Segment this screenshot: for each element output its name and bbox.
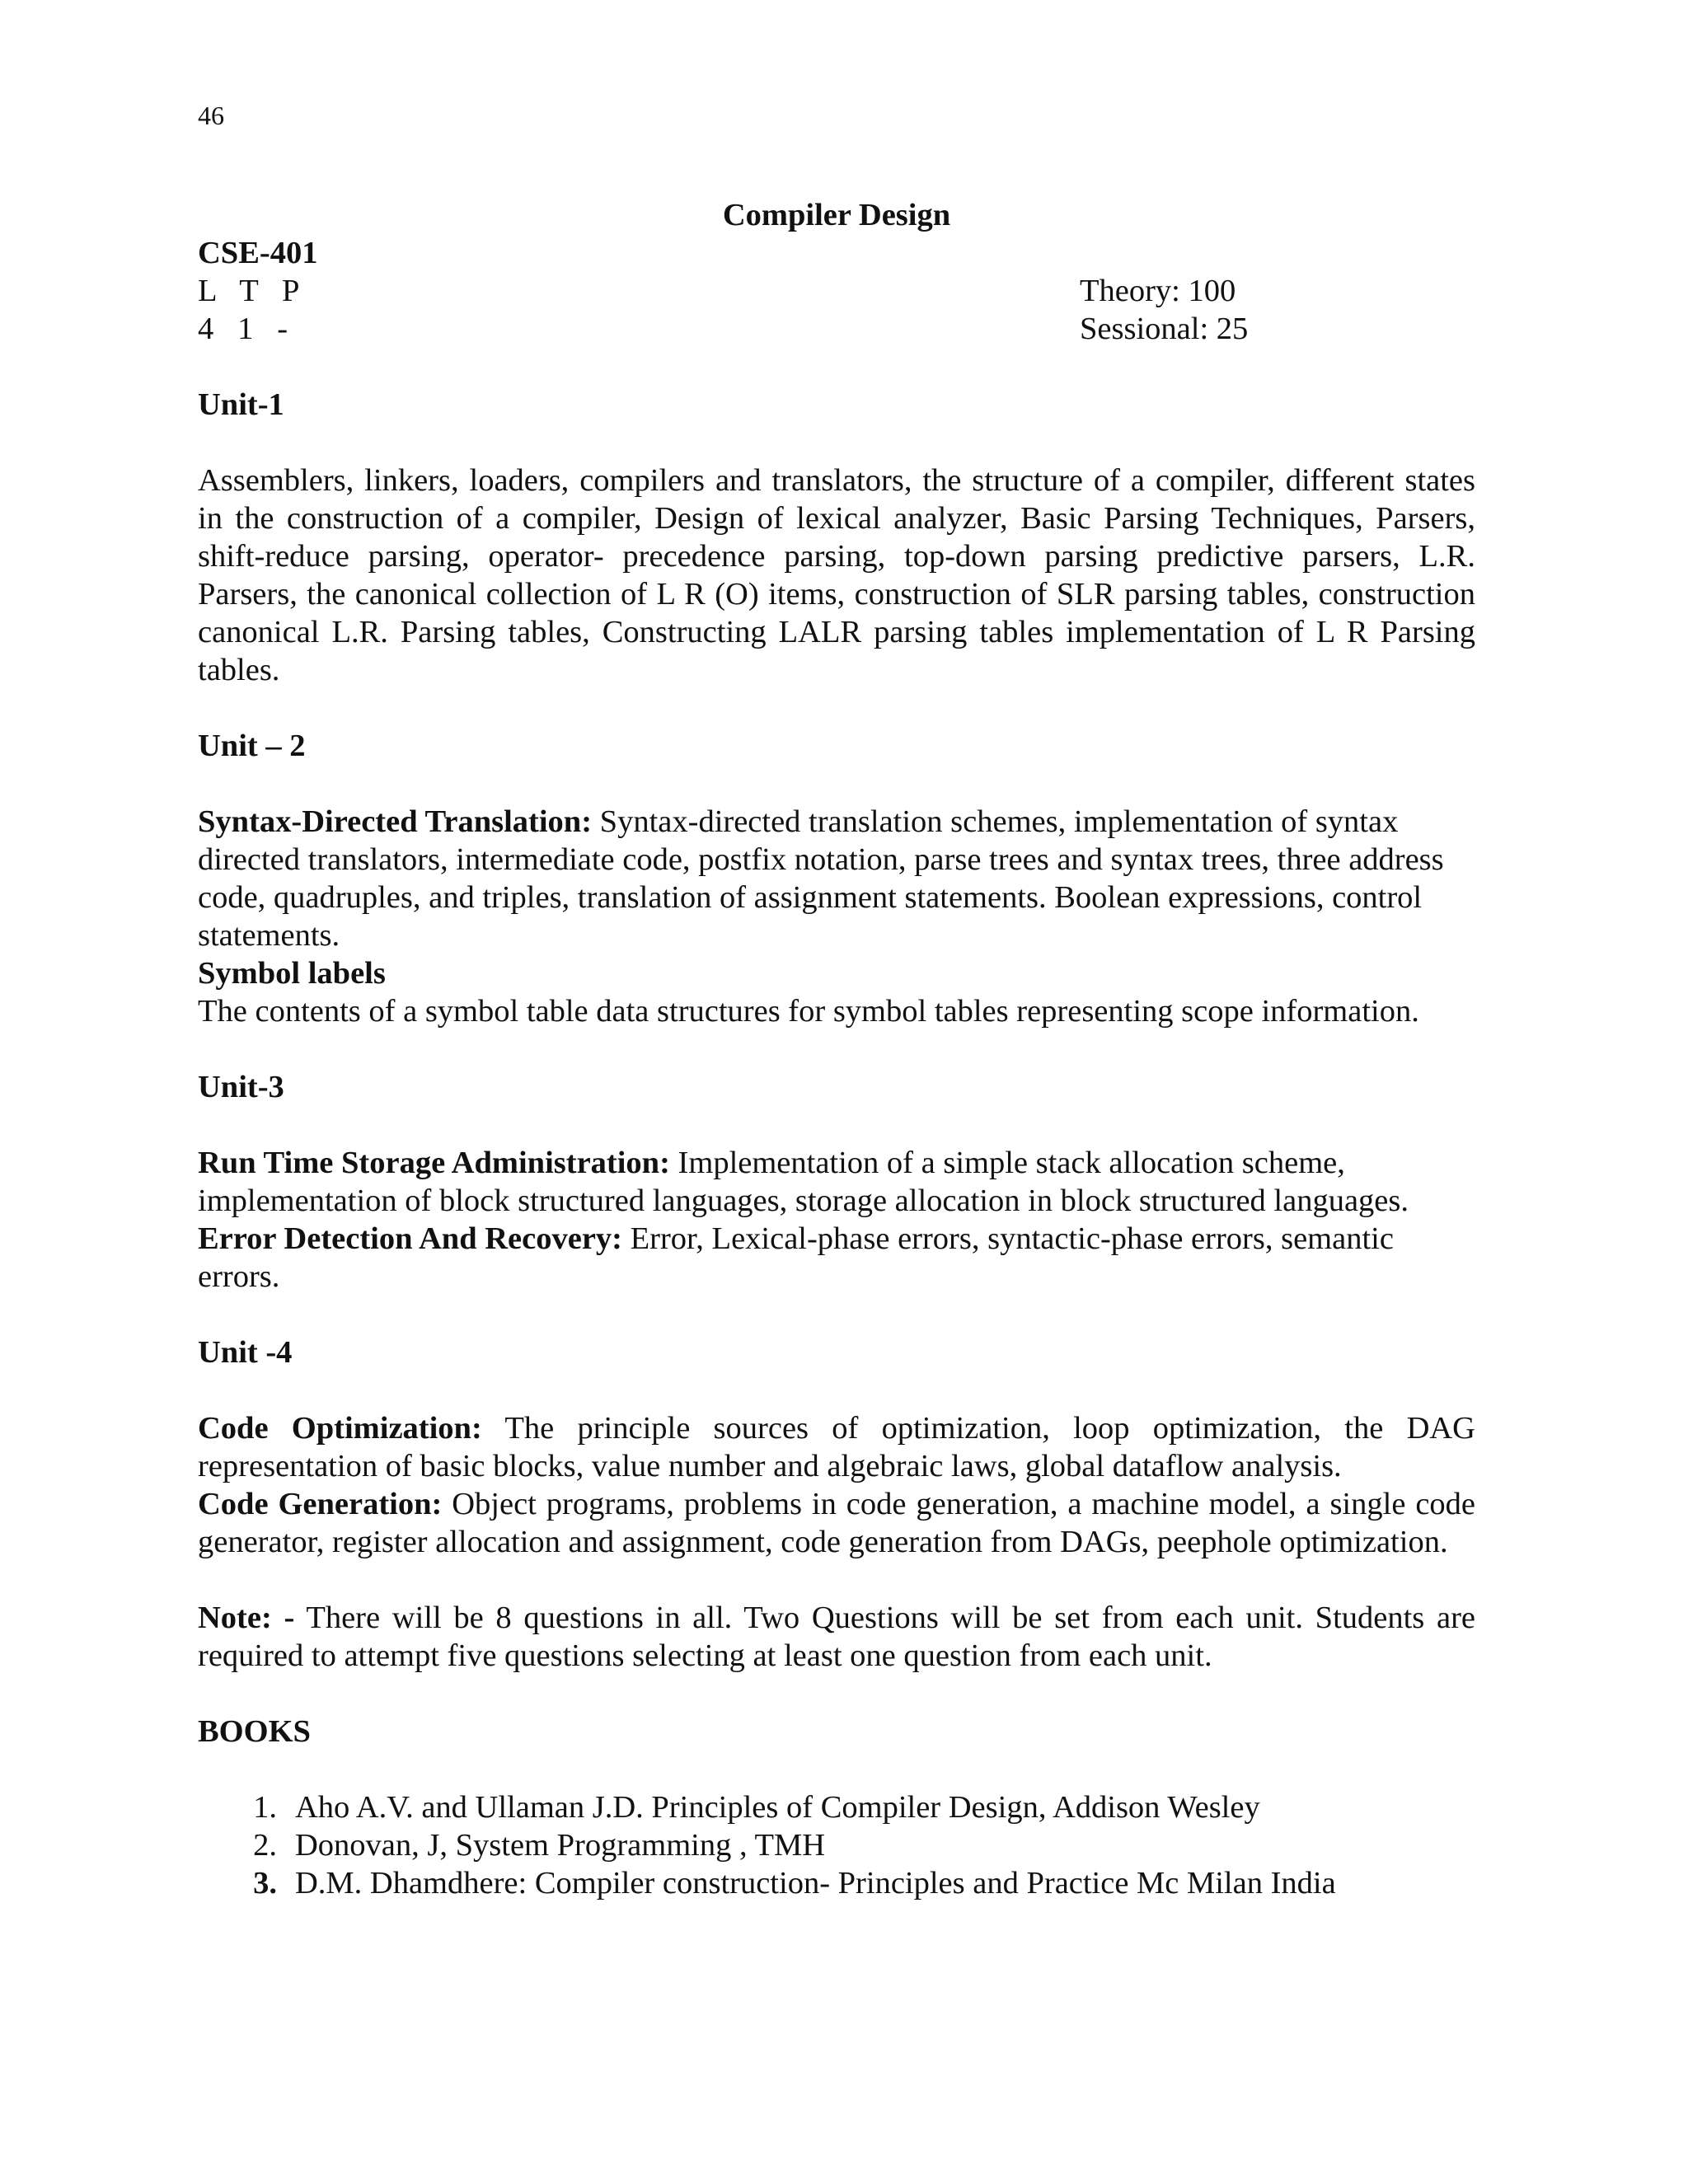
ltp-header-row — [198, 272, 1475, 310]
book-text: Donovan, J, System Programming , TMH — [295, 1828, 826, 1863]
ltp-values: 4 1 - — [198, 312, 288, 346]
opt-label: Code Optimization: — [198, 1411, 482, 1446]
err-label: Error Detection And Recovery: — [198, 1221, 622, 1256]
note-text: There will be 8 questions in all. Two Questions will be set from each unit. Students are required to attempt five questions selecting at least one question from each unit. — [198, 1601, 1475, 1673]
opt-text: The principle sources of optimization, loop optimization, the DAG representation of basic blocks, value number and algebraic laws, global dataflow analysis. — [198, 1411, 1475, 1483]
err-text: Error, Lexical-phase errors, syntactic-phase errors, semantic errors. — [198, 1221, 1394, 1294]
unit4-opt-paragraph — [198, 1409, 1475, 1485]
sdt-label: Syntax-Directed Translation: — [198, 804, 593, 839]
list-item — [198, 1864, 1475, 1902]
page-number: 46 — [198, 101, 224, 130]
ltp-header: L T P — [198, 274, 300, 308]
rts-text: Implementation of a simple stack allocation scheme, implementation of block structured languages, storage allocation in block structured languages. — [198, 1146, 1409, 1218]
book-number: 1. — [253, 1790, 277, 1825]
list-item — [198, 1826, 1475, 1864]
ltp-values-row — [198, 310, 1475, 348]
note-paragraph — [198, 1599, 1475, 1675]
symbol-text: The contents of a symbol table data structures for symbol tables representing scope information. — [198, 994, 1419, 1029]
theory-marks: Theory: 100 — [1080, 274, 1236, 308]
unit3-heading: Unit-3 — [198, 1070, 284, 1104]
unit4-heading: Unit -4 — [198, 1335, 293, 1370]
syllabus-content — [198, 196, 1475, 1902]
course-code: CSE-401 — [198, 236, 318, 270]
sessional-marks: Sessional: 25 — [1080, 312, 1249, 346]
unit4-gen-paragraph — [198, 1485, 1475, 1561]
note-label: Note: - — [198, 1601, 295, 1635]
unit2-sdt-paragraph — [198, 803, 1475, 954]
books-list — [198, 1788, 1475, 1902]
page-title: Compiler Design — [722, 198, 951, 232]
unit3-rts-paragraph — [198, 1144, 1475, 1220]
unit1-text: Assemblers, linkers, loaders, compilers and translators, the structure of a compiler, different states in the construction of a compiler, Design of lexical analyzer, Basic Parsing Techniques, Parsers, shift-reduce parsing, operator- precedence parsing, top-down parsing predictive parsers, L.R. Parsers, the canonical collection of L R (O) items, construction of SLR parsing tables, construction canonical L.R. Parsing tables, Constructing LALR parsing tables implementation of L R Parsing tables. — [198, 463, 1475, 687]
unit2-heading: Unit – 2 — [198, 729, 306, 763]
unit3-err-paragraph — [198, 1220, 1475, 1296]
book-number: 2. — [253, 1828, 277, 1863]
rts-label: Run Time Storage Administration: — [198, 1146, 670, 1180]
gen-label: Code Generation: — [198, 1487, 443, 1521]
sdt-text: Syntax-directed translation schemes, implementation of syntax directed translators, intermediate code, postfix notation, parse trees and syntax trees, three address code, quadruples, and triples, translation of assignment statements. Boolean expressions, control statements. — [198, 804, 1444, 953]
book-text: D.M. Dhamdhere: Compiler construction- Principles and Practice Mc Milan India — [295, 1866, 1336, 1900]
book-text: Aho A.V. and Ullaman J.D. Principles of Compiler Design, Addison Wesley — [295, 1790, 1260, 1825]
list-item — [198, 1788, 1475, 1826]
gen-text: Object programs, problems in code generation, a machine model, a single code generator, register allocation and assignment, code generation from DAGs, peephole optimization. — [198, 1487, 1475, 1559]
book-number: 3. — [253, 1866, 277, 1900]
symbol-heading: Symbol labels — [198, 956, 386, 991]
books-heading: BOOKS — [198, 1714, 311, 1749]
unit1-heading: Unit-1 — [198, 387, 284, 422]
